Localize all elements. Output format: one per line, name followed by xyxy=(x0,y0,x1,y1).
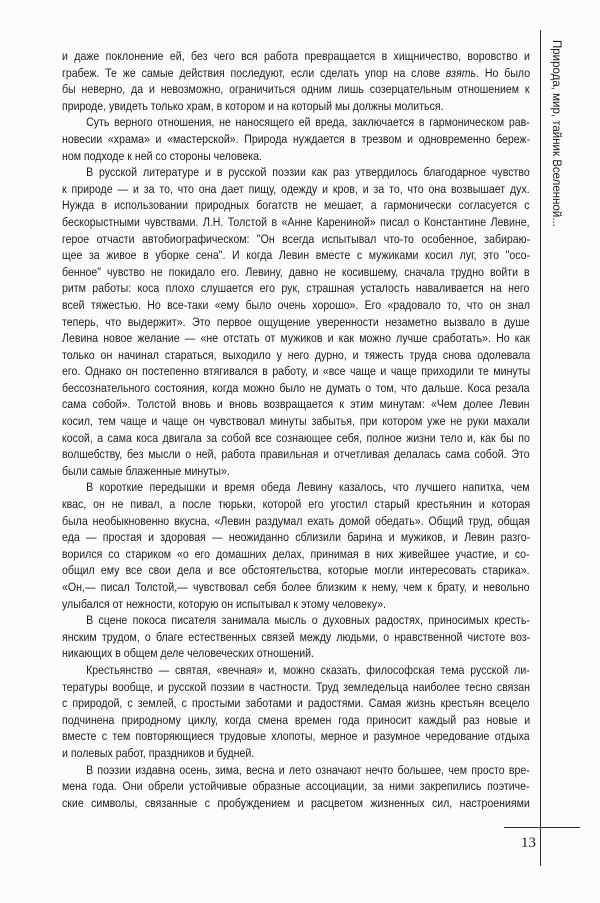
text-line: только он начинал стараться, выходило у него дурно, и тяжесть труда снова одолевала xyxy=(62,347,531,362)
paragraph xyxy=(62,762,530,812)
text-line: еда — простая и здоровая — неожиданно сблизили барина и мужиков, и Левин разго- xyxy=(62,530,531,545)
body-text xyxy=(62,48,530,811)
emphasized-word: взять xyxy=(445,65,477,80)
text-line: ном подходе к ней со стороны человека. xyxy=(62,148,262,163)
text-line: с природой, с землей, с простыми заботами и радостями. Самая жизнь крестьян всецело xyxy=(62,696,530,711)
text-line: тературы вообще, и русской поэзии в частности. Труд земледельца наиболее тесно связан xyxy=(62,679,530,694)
text-line: мена года. Они обрели устойчивые образные ассоциации, за ними закрепились поэтиче- xyxy=(62,779,530,794)
text-line xyxy=(62,65,530,82)
text-line: улыбался от нежности, которую он испытывал к этому человеку». xyxy=(62,596,386,611)
text-line: всей тяжестью. Но все-таки «ему было очень хорошо». Его «радовало то, что он знал xyxy=(62,297,531,312)
text-line: квас, он не пивал, а после тюрьки, которой его угостил старый крестьянин и которая xyxy=(62,497,531,512)
text-line: Суть верного отношения, не наносящего ей вреда, заключается в гармоническом рав- xyxy=(86,115,530,130)
text-line: ворился со стариком «о его домашних делах, принимая в них живейшее участие, и со- xyxy=(62,546,530,561)
text-line: косой, а сама коса двигала за собой все сознающее себя, полное жизни тело и, как бы по xyxy=(62,430,530,445)
text-line: общил ему все свои дела и все обстоятельства, которые могли интересовать старика». xyxy=(62,563,530,578)
text-line: были самые блаженные минуты». xyxy=(62,463,230,478)
text-line: В русской литературе и в русской поэзии как раз утвердилось благодарное чувство xyxy=(86,165,530,180)
page-number: 13 xyxy=(521,835,536,851)
text-line: герое отчасти автобиографическом: "Он всегда испытывал что-то особенное, забираю- xyxy=(62,231,531,246)
paragraph xyxy=(62,164,530,479)
paragraph xyxy=(62,612,530,662)
text-line: янским трудом, о благе естественных связей между людьми, о нравственной чистоте воз- xyxy=(62,629,531,644)
text-line: теперь, что выдержит». Это первое ощущение уверенности незаметно вызвало в душе xyxy=(62,314,530,329)
line-text: грабеж. Те же самые действия последуют, если сделать упор на слове xyxy=(62,65,446,80)
text-line: вместе с тем повторяющиеся трудовые хлопоты, мерное и разумное чередование отдыха xyxy=(62,729,530,744)
text-line: подчинена природному циклу, когда смена времен года приносит каждый раз новые и xyxy=(62,712,531,727)
text-line: бескорыстными чувствами. Л.Н. Толстой в «Анне Карениной» писал о Константине Левине, xyxy=(62,214,530,229)
vertical-rule xyxy=(540,30,541,866)
text-line: бессознательного состояния, когда можно было не думать о том, что дальше. Коса резала xyxy=(62,380,530,395)
line-text: . Но было xyxy=(476,65,531,80)
text-line: и полевых работ, праздников и будней. xyxy=(62,745,255,760)
text-line: «Он,— писал Толстой,— чувствовал себя более близким к нему, чем к брату, и невольно xyxy=(62,580,530,594)
text-line: никающих в общем деле человеческих отношений. xyxy=(62,646,314,661)
text-line: бы неверно, да и невозможно, ограничиться одним лишь созерцательным отношением к xyxy=(62,82,530,97)
text-line: В короткие передышки и время обеда Левину казалось, что лучшего напитка, чем xyxy=(86,480,530,495)
text-line: Левина новое желание — «не отстать от мужиков и как можно лучше сработать». Но как xyxy=(62,331,531,346)
text-line: сама собой». Толстой вновь и вновь возвращается к этим минутам: «Чем долее Левин xyxy=(62,397,530,412)
text-line: была необыкновенно вкусна, «Левин раздумал ехать домой обедать». Общий труд, общая xyxy=(62,513,530,528)
paragraph xyxy=(62,479,530,612)
text-line: В сцене покоса писателя занимала мысль о духовных радостях, приносимых кресть- xyxy=(86,613,530,628)
paragraph xyxy=(62,114,530,164)
text-line: его. Однако он постепенно втягивался в работу, и «все чаще и чаще приходили те минуты xyxy=(62,364,531,379)
text-line: природе, увидеть только храм, в котором и на который мы должны молиться. xyxy=(62,98,444,113)
text-line: бенное" чувство не покидало его. Левину, давно не косившему, сначала трудно войти в xyxy=(62,264,530,279)
text-line: В поэзии издавна осень, зима, весна и лето означают нечто большее, чем просто вре- xyxy=(86,762,530,777)
text-line: и даже поклонение ей, без чего вся работа превращается в хищничество, воровство и xyxy=(62,49,530,63)
text-line: щее за живое в уборке сена". И когда Левин вместе с мужиками косил луг, это "осо- xyxy=(62,248,531,263)
text-line: к природе — и за то, что она дает пищу, одежду и кров, и за то, что она возвышает дух. xyxy=(62,181,530,196)
text-line: Нужда в использовании природных богатств не мешает, а гармонически согласуется с xyxy=(62,198,530,213)
text-line: новесии «храма» и «мастерской». Природа нуждается в трезвом и одновременно береж- xyxy=(62,131,531,146)
paragraph xyxy=(62,662,530,762)
text-line: ритм работы: коса плохо слушается его рук, страшная усталость наваливается на него xyxy=(62,281,530,296)
running-head: Природа, мир, тайник Вселенной... xyxy=(550,40,562,227)
paragraph xyxy=(62,48,530,114)
text-line: Крестьянство — святая, «вечная» и, можно сказать, философская тема русской ли- xyxy=(86,662,530,677)
text-line: косил, тем чаще и чаще он чувствовал минуты забытья, при котором уже не руки махали xyxy=(62,414,530,429)
text-line: ские символы, связанные с пробуждением и расцветом жизненных сил, настроениями xyxy=(62,795,530,810)
footer-rule xyxy=(504,827,580,828)
text-line: волшебству, без мысли о ней, работа правильная и отчетливая делалась сама собой. Это xyxy=(62,447,530,462)
